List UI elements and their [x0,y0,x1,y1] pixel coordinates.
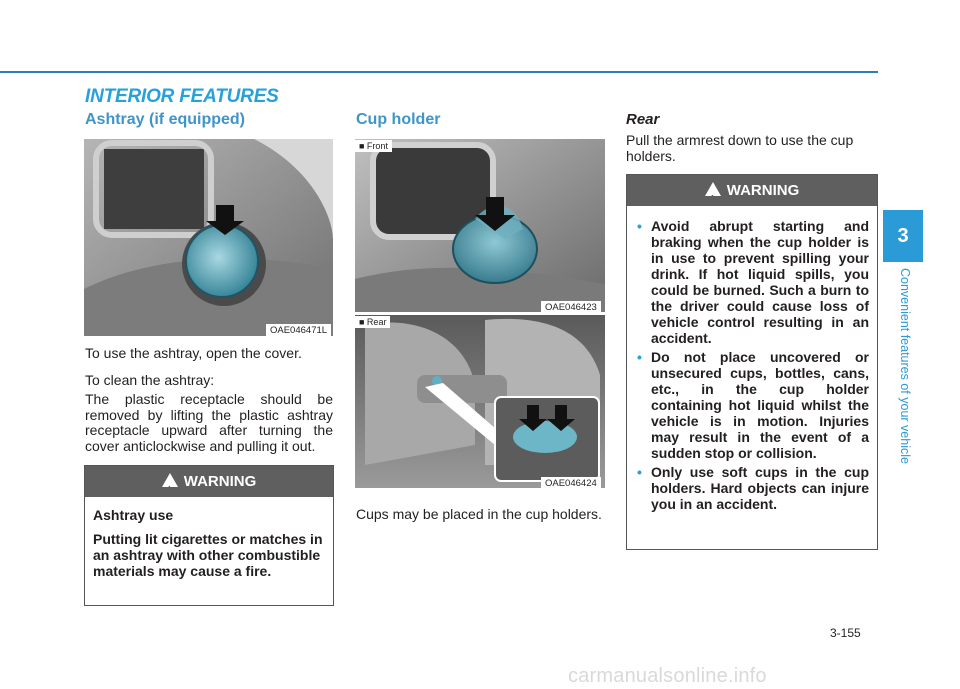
front-image-code: OAE046423 [541,301,601,314]
ashtray-para-2: To clean the ashtray: [85,372,215,388]
page-number: 3-155 [830,626,861,640]
warning-header-label: WARNING [183,473,257,490]
warning-header-label: WARNING [726,182,800,199]
rear-label: ■ Rear [355,316,390,328]
warning-text: Putting lit cigarettes or matches in an ashtray with other combustible materials may cause a fire. [93,531,323,579]
chapter-title-label: Convenient features of your vehicle [898,268,912,464]
ashtray-para-3: The plastic receptacle should be removed by lifting the plastic ashtray receptacle upward after turning the cover anticlockwise and pulling it out. [85,391,333,454]
cup-holder-heading: Cup holder [356,111,441,128]
ashtray-image-code: OAE046471L [266,324,331,337]
ashtray-warning-box [84,465,334,606]
cup-holder-para: Cups may be placed in the cup holders. [356,506,602,522]
watermark: carmanualsonline.info [568,665,767,687]
header-rule [0,71,878,73]
warning-header [627,175,877,206]
front-label: ■ Front [355,140,392,152]
warning-item: • Do not place uncovered or unsecured cups, bottles, cans, etc., in the cup holder containing hot liquid whilst the vehicle is in motion. Injuries may result in the event of a sudden stop or collision. [637,349,869,461]
chapter-number: 3 [883,210,923,262]
warning-header [85,466,333,497]
rear-heading: Rear [626,111,660,128]
warning-list [637,218,869,512]
chapter-title [895,268,915,498]
rear-image-code: OAE046424 [541,477,601,490]
ashtray-heading: Ashtray (if equipped) [85,111,246,128]
cup-holder-warning-box [626,174,878,550]
cup-holder-rear-photo [355,315,605,488]
warning-title: Ashtray use [93,507,174,523]
ashtray-photo [84,139,333,336]
cup-holder-front-photo [355,139,605,312]
warning-item: • Avoid abrupt starting and braking when the cup holder is in use to prevent spilling your drink. If hot liquid spills, you could be burned. Such a burn to the driver could cause loss of vehicle control resulting in an accident. [637,218,869,346]
warning-icon [705,182,721,196]
warning-item: • Only use soft cups in the cup holders. Hard objects can injure you in an accident. [637,464,869,512]
rear-para: Pull the armrest down to use the cup holders. [626,132,854,164]
section-title: INTERIOR FEATURES [85,86,279,107]
warning-icon [162,473,178,487]
ashtray-para-1: To use the ashtray, open the cover. [85,345,302,361]
